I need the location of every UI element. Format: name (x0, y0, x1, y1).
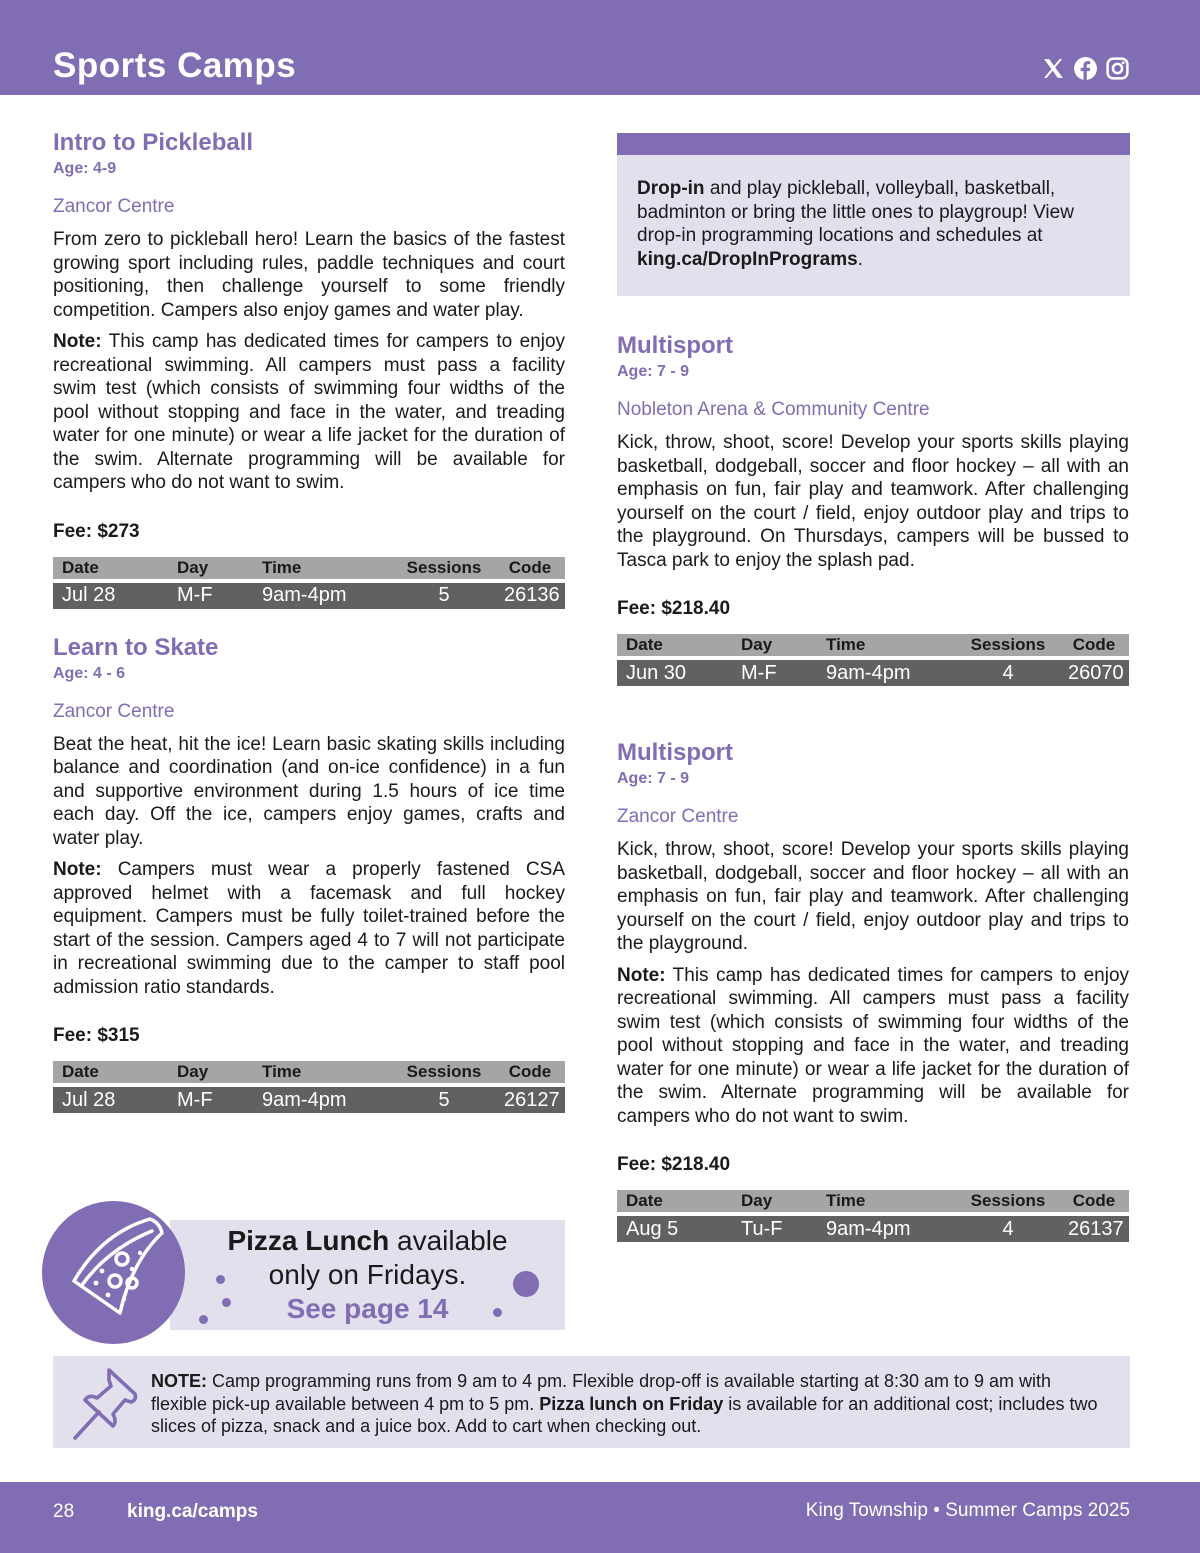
instagram-icon[interactable] (1105, 56, 1130, 81)
camp-fee: Fee: $218.40 (617, 1154, 731, 1175)
cell-sessions: 5 (393, 1085, 495, 1113)
camp-fee: Fee: $218.40 (617, 598, 731, 619)
note-label: NOTE: (151, 1371, 207, 1391)
col-time: Time (253, 1061, 393, 1085)
camp-note (617, 964, 1129, 1129)
col-day: Day (168, 557, 253, 581)
footer-pub: Summer Camps 2025 (945, 1500, 1130, 1521)
camp-location: Zancor Centre (617, 806, 739, 827)
camp-description: Kick, throw, shoot, score! Develop your sports skills playing basketball, dodgeball, soccer and floor hockey – all with an emphasis on fun, fair play and teamwork. After challenging yourself on the court / field, enjoy outdoor play and trips to the playground. (617, 839, 1129, 954)
note-label: Note: (53, 331, 102, 352)
cell-day: M-F (168, 581, 253, 609)
cell-sessions: 5 (393, 581, 495, 609)
pizza-line-2: only on Fridays. (268, 1259, 467, 1290)
camp-fee: Fee: $273 (53, 520, 140, 542)
camp-age: Age: 4 - 6 (53, 664, 126, 682)
dropin-body: and play pickleball, volleyball, basketball, badminton or bring the little ones to playgroup! View drop-in programming locations and schedules at (637, 178, 1074, 246)
footer-separator: • (933, 1500, 940, 1521)
note-bold: Pizza lunch on Friday (539, 1393, 724, 1414)
table-header-row (617, 634, 1129, 658)
dropin-link[interactable]: king.ca/DropInPrograms (637, 248, 858, 270)
cell-time: 9am-4pm (253, 581, 393, 609)
camp-age: Age: 7 - 9 (617, 770, 690, 787)
footer-url[interactable]: king.ca/camps (127, 1501, 258, 1522)
schedule-table (53, 1061, 565, 1113)
page-footer (0, 1482, 1200, 1553)
col-code: Code (495, 557, 565, 581)
col-time: Time (817, 634, 957, 658)
camp-section (53, 633, 565, 1114)
camp-section (53, 128, 565, 609)
cell-code: 26136 (495, 581, 565, 609)
left-column (53, 128, 565, 1113)
cell-date: Jul 28 (53, 581, 168, 609)
col-day: Day (168, 1061, 253, 1085)
schedule-table (53, 557, 565, 609)
cell-time: 9am-4pm (253, 1085, 393, 1113)
cell-day: Tu-F (732, 1214, 817, 1242)
cell-code: 26127 (495, 1085, 565, 1113)
col-date: Date (53, 1061, 168, 1085)
camp-description: Kick, throw, shoot, score! Develop your sports skills playing basketball, dodgeball, soccer and floor hockey – all with an emphasis on fun, fair play and teamwork. After challenging yourself on the court / field, enjoy outdoor play and trips to the playground. On Thursdays, campers will be bussed to Tasca park to enjoy the splash pad. (617, 432, 1129, 571)
col-day: Day (732, 634, 817, 658)
pizza-badge (42, 1201, 185, 1344)
cell-date: Jul 28 (53, 1085, 168, 1113)
pizza-slice-icon (60, 1213, 170, 1328)
cell-sessions: 4 (957, 1214, 1059, 1242)
note-label: Note: (617, 964, 666, 986)
col-date: Date (53, 557, 168, 581)
cell-date: Jun 30 (617, 658, 732, 686)
camp-title: Multisport (617, 739, 733, 766)
page-number: 28 (53, 1501, 75, 1522)
camp-location: Zancor Centre (53, 700, 175, 722)
page-title: Sports Camps (53, 46, 297, 85)
schedule-table (617, 634, 1129, 686)
camp-note (53, 858, 565, 999)
col-sessions: Sessions (393, 1061, 495, 1085)
note-text (151, 1370, 1111, 1438)
note-body-1: Camp programming runs from 9 am to 4 pm. Flexible drop-off is available starting at 8:30 am to 9 am with flexible pick-up available between 4 pm to 5 pm. (151, 1371, 1052, 1414)
note-text: This camp has dedicated times for campers to enjoy recreational swimming. All campers must pass a facility swim test (which consists of swimming four widths of the pool without stopping and face in the water, and treading water for one minute) or wear a life jacket for the duration of the swim. Alternate programming will be available for campers who do not want to swim. (53, 331, 566, 493)
page-header (0, 0, 1200, 95)
footer-publication (806, 1500, 1130, 1522)
col-date: Date (617, 634, 732, 658)
col-code: Code (1059, 634, 1129, 658)
camp-note (53, 330, 565, 495)
camp-title: Intro to Pickleball (53, 129, 254, 156)
col-day: Day (732, 1190, 817, 1214)
camp-description: Beat the heat, hit the ice! Learn basic skating skills including balance and coordination (and on-ice confidence) in a fun and supportive environment during 1.5 hours of ice time each day. Off the ice, campers enjoy games, crafts and water play. (53, 733, 565, 849)
note-text: Campers must wear a properly fastened CSA approved helmet with a facemask and full hockey equipment. Campers must be fully toilet-trained before the start of the session. Campers aged 4 to 7 will not participate in recreational swimming due to the camper to staff pool admission ratio standards. (53, 859, 565, 998)
pizza-bold: Pizza Lunch (227, 1225, 390, 1256)
pizza-see-page[interactable]: See page 14 (286, 1293, 449, 1324)
camp-age: Age: 7 - 9 (617, 363, 690, 380)
schedule-table (617, 1190, 1129, 1242)
camp-location: Zancor Centre (53, 196, 175, 217)
table-row[interactable] (53, 1085, 565, 1113)
pizza-line-1 (190, 1224, 545, 1258)
right-column (617, 331, 1129, 1242)
social-icons (1041, 56, 1130, 81)
col-code: Code (495, 1061, 565, 1085)
cell-day: M-F (732, 658, 817, 686)
camp-location: Nobleton Arena & Community Centre (617, 399, 930, 420)
dropin-panel (617, 133, 1130, 296)
cell-code: 26137 (1059, 1214, 1129, 1242)
dropin-text (617, 155, 1130, 271)
camp-section (617, 331, 1129, 686)
facebook-icon[interactable] (1073, 56, 1098, 81)
table-header-row (53, 557, 565, 581)
col-sessions: Sessions (393, 557, 495, 581)
note-label: Note: (53, 859, 102, 880)
table-header-row (617, 1190, 1129, 1214)
pizza-rest: available (389, 1225, 508, 1256)
cell-day: M-F (168, 1085, 253, 1113)
cell-date: Aug 5 (617, 1214, 732, 1242)
cell-time: 9am-4pm (817, 658, 957, 686)
x-icon[interactable] (1041, 56, 1066, 81)
camp-title: Learn to Skate (53, 633, 219, 661)
note-box (53, 1356, 1130, 1448)
table-header-row (53, 1061, 565, 1085)
cell-time: 9am-4pm (817, 1214, 957, 1242)
dropin-end: . (857, 248, 863, 270)
pushpin-icon (69, 1364, 141, 1442)
footer-org: King Township (805, 1500, 928, 1521)
table-row[interactable] (617, 658, 1129, 686)
table-row[interactable] (617, 1214, 1129, 1242)
cell-code: 26070 (1059, 658, 1129, 686)
cell-sessions: 4 (957, 658, 1059, 686)
col-date: Date (617, 1190, 732, 1214)
note-body-2: is available for an additional cost; includes two slices of pizza, snack and a juice box. Add to cart when checking out. (151, 1393, 1098, 1436)
camp-age: Age: 4-9 (53, 160, 117, 177)
camp-section (617, 738, 1129, 1242)
col-sessions: Sessions (957, 634, 1059, 658)
camp-fee: Fee: $315 (53, 1025, 140, 1046)
col-time: Time (817, 1190, 957, 1214)
col-code: Code (1059, 1190, 1129, 1214)
table-row[interactable] (53, 581, 565, 609)
note-text: This camp has dedicated times for campers to enjoy recreational swimming. All campers must pass a facility swim test (which consists of swimming four widths of the pool without stopping and face in the water, and treading water for one minute) or wear a life jacket for the duration of the swim. Alternate programming will be available for campers who do not want to swim. (617, 964, 1130, 1127)
camp-title: Multisport (617, 332, 733, 359)
dropin-panel-bar (617, 133, 1130, 155)
pizza-text (190, 1224, 545, 1326)
col-time: Time (253, 557, 393, 581)
col-sessions: Sessions (957, 1190, 1059, 1214)
camp-description: From zero to pickleball hero! Learn the basics of the fastest growing sport including rules, paddle techniques and court positioning, then challenge yourself to some friendly competition. Campers also enjoy games and water play. (53, 229, 565, 321)
dropin-lead: Drop-in (637, 178, 705, 199)
